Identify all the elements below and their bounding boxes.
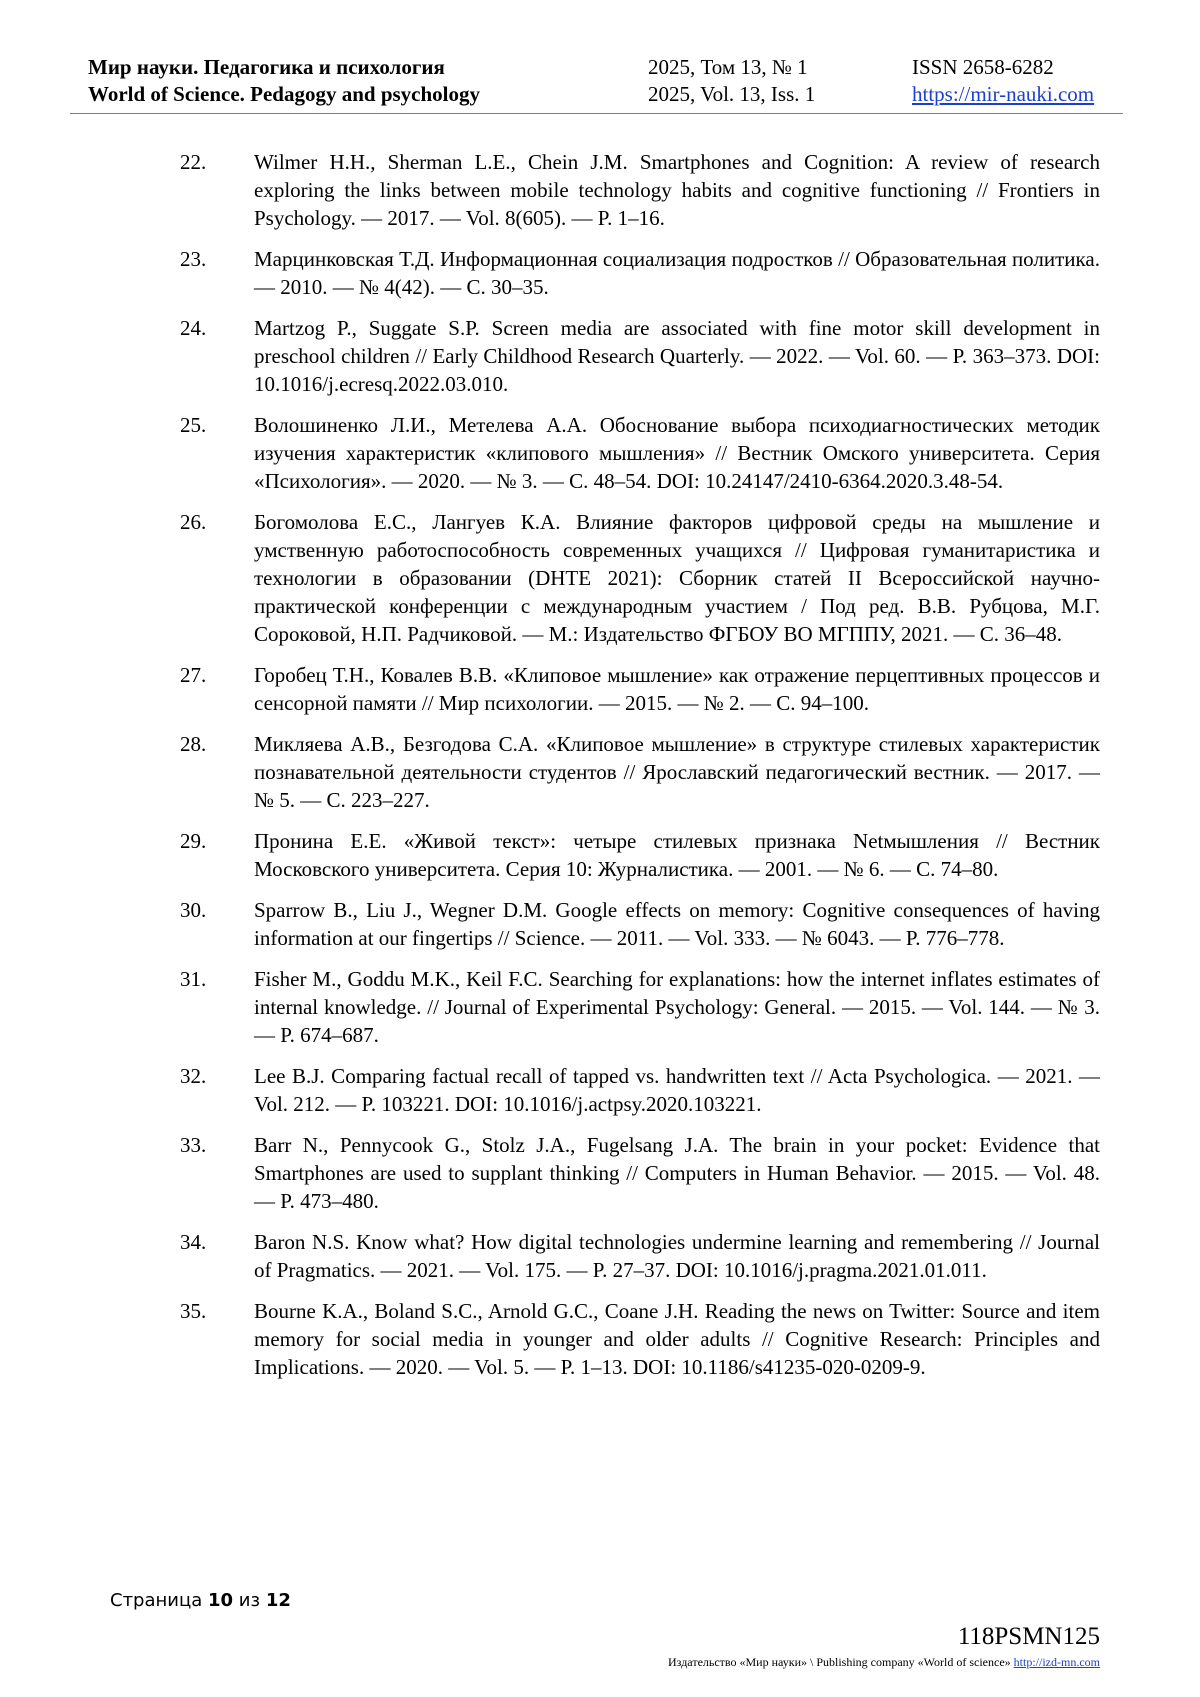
reference-number: 31. <box>180 967 207 991</box>
journal-title-block <box>88 54 480 108</box>
reference-number: 34. <box>180 1230 207 1254</box>
reference-item <box>180 508 1100 648</box>
issue-info-en: 2025, Vol. 13, Iss. 1 <box>648 82 816 106</box>
issn: ISSN 2658-6282 <box>912 55 1054 79</box>
reference-text: Марцинковская Т.Д. Информационная социализация подростков // Образовательная политика. — 2010. — № 4(42). — С. 30–35. <box>254 247 1100 299</box>
reference-text: Волошиненко Л.И., Метелева А.А. Обоснование выбора психодиагностических методик изучения характеристик «клипового мышления» // Вестник Омского университета. Серия «Психология». — 2020. — № 3. — С. 48–54. DOI: 10.24147/2410-6364.2020.3.48-54. <box>254 413 1100 493</box>
page-total: 12 <box>265 1590 291 1611</box>
reference-text: Martzog P., Suggate S.P. Screen media are associated with fine motor skill development in preschool children // Early Childhood Research Quarterly. — 2022. — Vol. 60. — P. 363–373. DOI: 10.1016/j.ecresq.2022.03.010. <box>254 316 1100 396</box>
reference-item <box>180 314 1100 398</box>
reference-text: Пронина Е.Е. «Живой текст»: четыре стилевых признака Netмышления // Вестник Московского университета. Серия 10: Журналистика. — 2001. — № 6. — С. 74–80. <box>254 829 1100 881</box>
reference-item <box>180 1131 1100 1215</box>
reference-list <box>180 148 1100 1394</box>
reference-item <box>180 827 1100 883</box>
publisher-line <box>668 1655 1100 1670</box>
reference-item <box>180 965 1100 1049</box>
reference-item <box>180 730 1100 814</box>
reference-number: 32. <box>180 1064 207 1088</box>
reference-item <box>180 411 1100 495</box>
publisher-link[interactable]: http://izd-mn.com <box>1013 1655 1100 1669</box>
page-word: Страница <box>110 1590 203 1611</box>
reference-text: Богомолова Е.С., Лангуев К.А. Влияние факторов цифровой среды на мышление и умственную работоспособность современных учащихся // Цифровая гуманитаристика и технологии в образовании (DHTE 2021): Сборник статей II Всероссийской научно-практической конференции с международным участием / Под ред. В.В. Рубцова, М.Г. Сороковой, Н.П. Радчиковой. — М.: Издательство ФГБОУ ВО МГППУ, 2021. — С. 36–48. <box>254 510 1100 646</box>
reference-item <box>180 148 1100 232</box>
reference-item <box>180 1062 1100 1118</box>
reference-text: Barr N., Pennycook G., Stolz J.A., Fugelsang J.A. The brain in your pocket: Evidence that Smartphones are used to supplant thinking // Computers in Human Behavior. — 2015. — Vol. 48. — P. 473–480. <box>254 1133 1100 1213</box>
reference-item <box>180 1297 1100 1381</box>
issue-info-block <box>648 54 815 108</box>
reference-number: 29. <box>180 829 207 853</box>
page-current: 10 <box>208 1590 234 1611</box>
reference-item <box>180 1228 1100 1284</box>
page-counter <box>110 1590 291 1611</box>
journal-title-ru: Мир науки. Педагогика и психология <box>88 55 445 79</box>
publisher-text: Издательство «Мир науки» \ Publishing company «World of science» <box>668 1655 1011 1669</box>
reference-text: Bourne K.A., Boland S.C., Arnold G.C., Coane J.H. Reading the news on Twitter: Source and item memory for social media in younger and older adults // Cognitive Research: Principles and Implications. — 2020. — Vol. 5. — P. 1–13. DOI: 10.1186/s41235-020-0209-9. <box>254 1299 1100 1379</box>
issn-block <box>912 54 1094 108</box>
reference-text: Wilmer H.H., Sherman L.E., Chein J.M. Smartphones and Cognition: A review of research exploring the links between mobile technology habits and cognitive functioning // Frontiers in Psychology. — 2017. — Vol. 8(605). — P. 1–16. <box>254 150 1100 230</box>
reference-text: Fisher M., Goddu M.K., Keil F.C. Searching for explanations: how the internet inflates estimates of internal knowledge. // Journal of Experimental Psychology: General. — 2015. — Vol. 144. — № 3. — P. 674–687. <box>254 967 1100 1047</box>
reference-number: 23. <box>180 247 207 271</box>
journal-title-en: World of Science. Pedagogy and psychology <box>88 82 481 106</box>
reference-number: 30. <box>180 898 207 922</box>
reference-text: Горобец Т.Н., Ковалев В.В. «Клиповое мышление» как отражение перцептивных процессов и сенсорной памяти // Мир психологии. — 2015. — № 2. — С. 94–100. <box>254 663 1100 715</box>
reference-item <box>180 245 1100 301</box>
reference-item <box>180 661 1100 717</box>
journal-url-link[interactable]: https://mir-nauki.com <box>912 82 1095 106</box>
page-of: из <box>238 1590 261 1611</box>
reference-item <box>180 896 1100 952</box>
reference-number: 33. <box>180 1133 207 1157</box>
issue-info-ru: 2025, Том 13, № 1 <box>648 55 808 79</box>
page-header <box>88 54 1123 112</box>
reference-text: Sparrow B., Liu J., Wegner D.M. Google effects on memory: Cognitive consequences of having information at our fingertips // Science. — 2011. — Vol. 333. — № 6043. — P. 776–778. <box>254 898 1100 950</box>
reference-number: 28. <box>180 732 207 756</box>
reference-text: Baron N.S. Know what? How digital technologies undermine learning and remembering // Journal of Pragmatics. — 2021. — Vol. 175. — P. 27–37. DOI: 10.1016/j.pragma.2021.01.011. <box>254 1230 1100 1282</box>
reference-number: 24. <box>180 316 207 340</box>
reference-text: Lee B.J. Comparing factual recall of tapped vs. handwritten text // Acta Psychologica. — 2021. — Vol. 212. — P. 103221. DOI: 10.1016/j.actpsy.2020.103221. <box>254 1064 1100 1116</box>
header-divider <box>70 113 1123 114</box>
reference-number: 26. <box>180 510 207 534</box>
reference-number: 25. <box>180 413 207 437</box>
reference-number: 22. <box>180 150 207 174</box>
reference-number: 27. <box>180 663 207 687</box>
reference-number: 35. <box>180 1299 207 1323</box>
reference-text: Микляева А.В., Безгодова С.А. «Клиповое мышление» в структуре стилевых характеристик познавательной деятельности студентов // Ярославский педагогический вестник. — 2017. — № 5. — С. 223–227. <box>254 732 1100 812</box>
article-code: 118PSMN125 <box>957 1623 1100 1650</box>
